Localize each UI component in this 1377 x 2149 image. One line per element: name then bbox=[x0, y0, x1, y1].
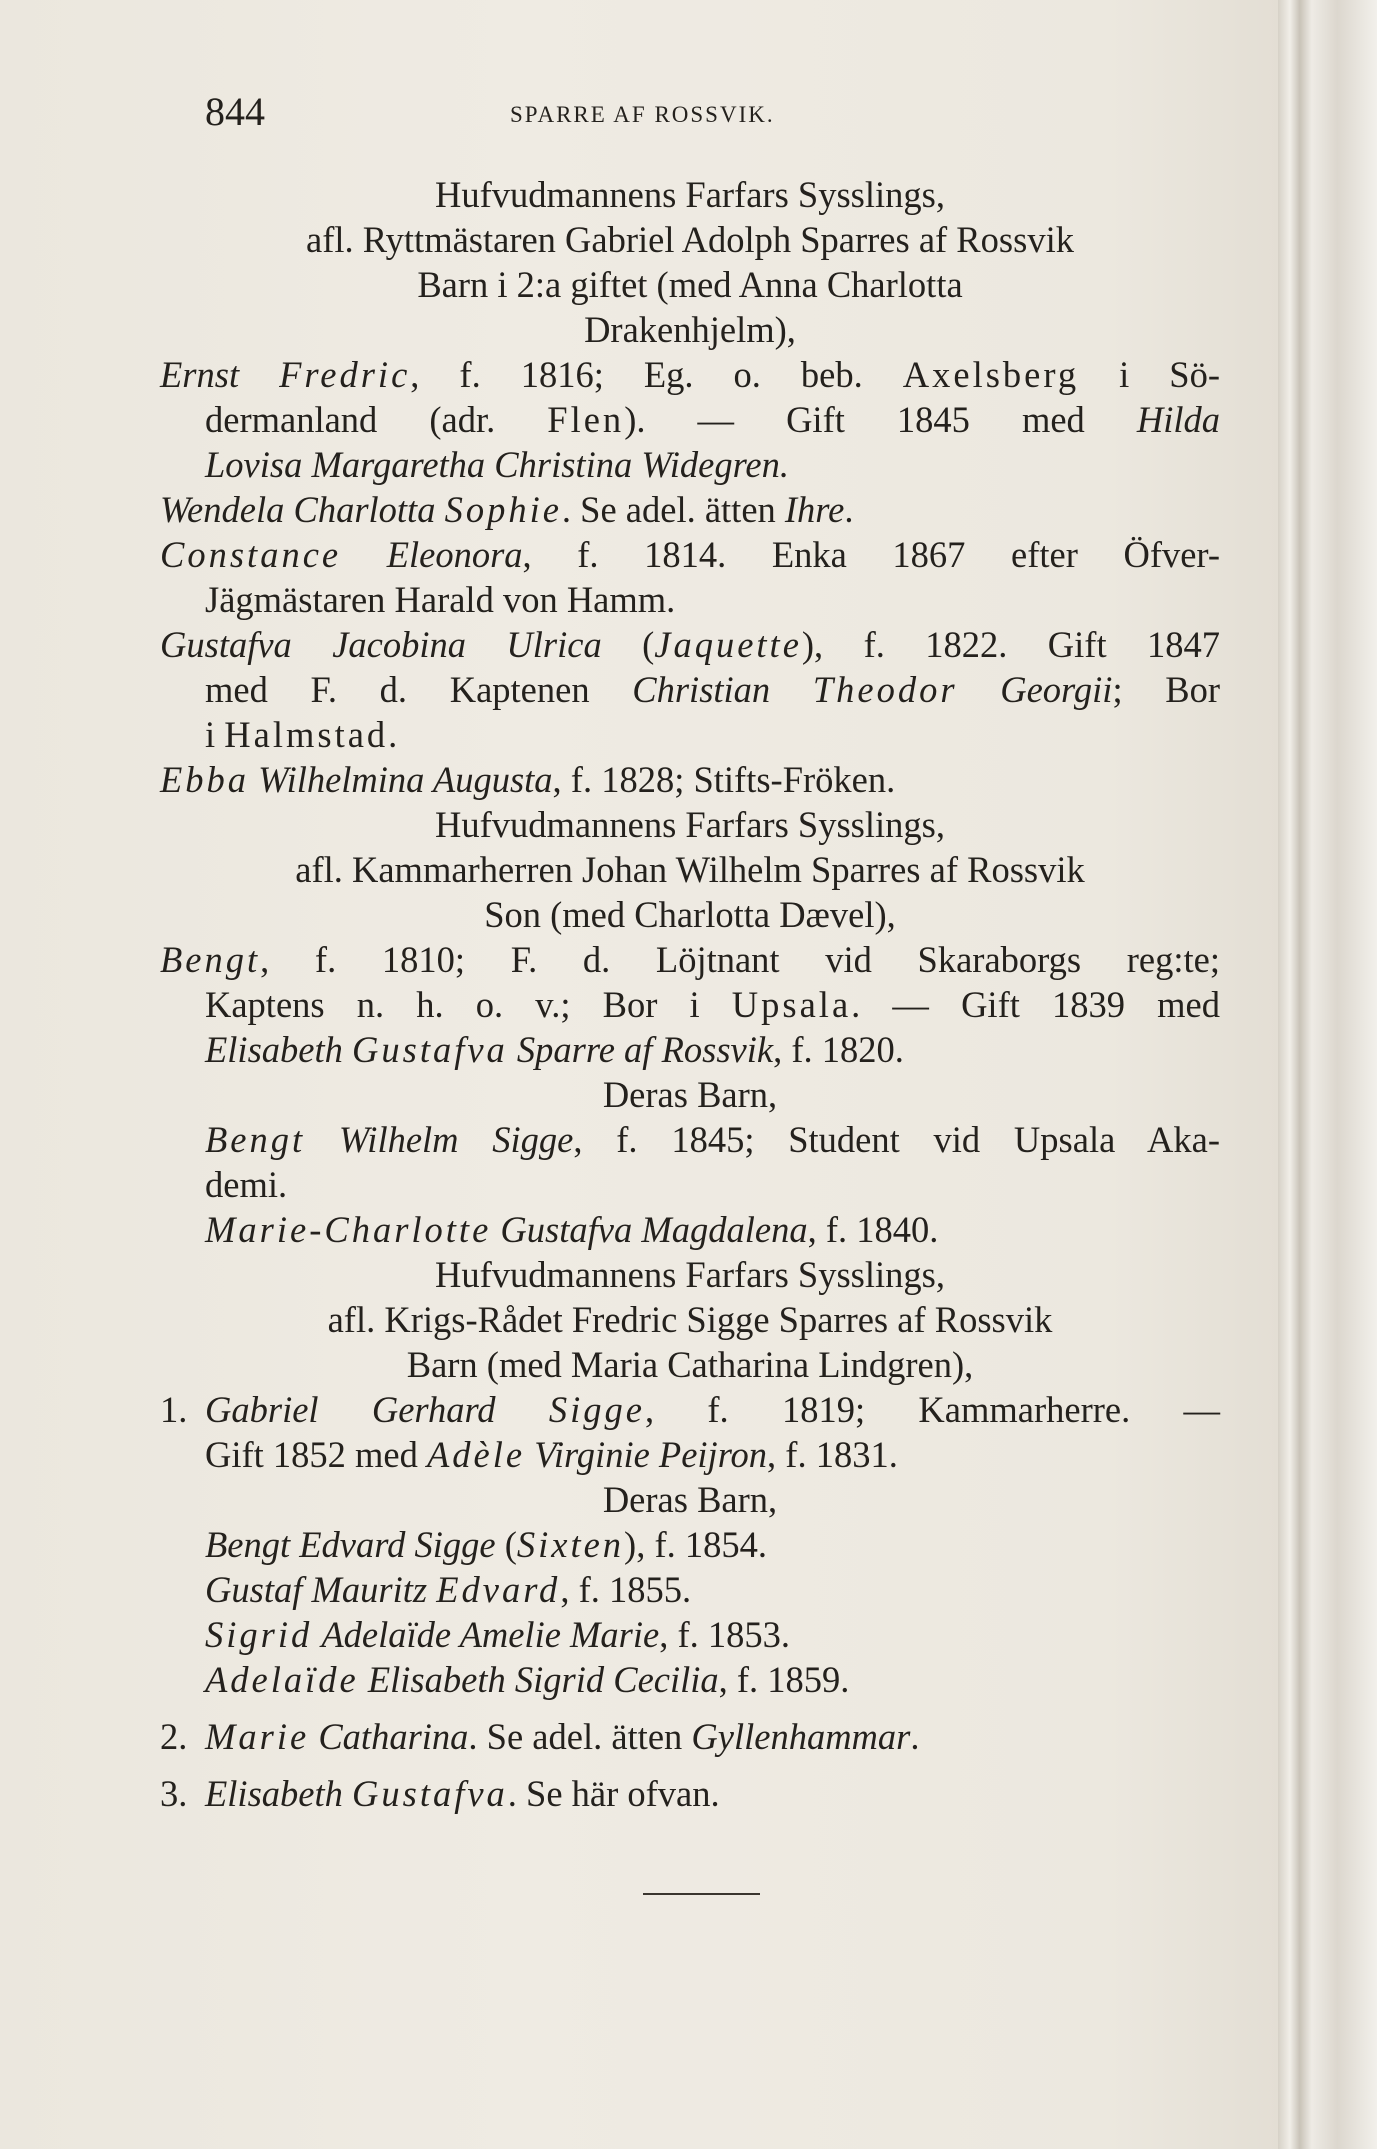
entry-marie-catharina: 2. Marie Catharina. Se adel. ätten Gyllenhammar. bbox=[160, 1716, 920, 1757]
entry-elisabeth: 3. Elisabeth Gustafva. Se här ofvan. bbox=[160, 1773, 720, 1814]
entry-gabriel: 1. Gabriel Gerhard Sigge, f. 1819; Kammarherre. — Gift 1852 med Adèle Virginie Peijron, f. 1831. bbox=[160, 1389, 1221, 1475]
section-heading: Hufvudmannens Farfars Sysslings, afl. Ryttmästaren Gabriel Adolph Sparres af Rossvik Barn i 2:a giftet (med Anna Charlotta Drakenhjelm), bbox=[306, 174, 1074, 350]
entry-constance: Constance Eleonora, f. 1814. Enka 1867 efter Öfver- Jägmästaren Harald von Hamm. bbox=[160, 534, 1221, 620]
entry-child-adelaide: Adelaïde Elisabeth Sigrid Cecilia, f. 1859. bbox=[205, 1659, 850, 1700]
children-heading: Deras Barn, bbox=[602, 1074, 778, 1115]
section-heading: Hufvudmannens Farfars Sysslings, afl. Krigs-Rådet Fredric Sigge Sparres af Rossvik Barn (med Maria Catharina Lindgren), bbox=[327, 1254, 1053, 1385]
entry-marie-charlotte: Marie-Charlotte Gustafva Magdalena, f. 1840. bbox=[205, 1209, 939, 1250]
page-body bbox=[160, 172, 1220, 1816]
section-heading: Hufvudmannens Farfars Sysslings, afl. Kammarherren Johan Wilhelm Sparres af Rossvik Son (med Charlotta Dævel), bbox=[295, 804, 1085, 935]
children-heading: Deras Barn, bbox=[602, 1479, 778, 1520]
entry-ebba: Ebba Wilhelmina Augusta, f. 1828; Stifts-Fröken. bbox=[160, 759, 896, 800]
running-title: SPARRE AF ROSSVIK. bbox=[510, 102, 775, 127]
page-number: 844 bbox=[205, 89, 265, 134]
page-header bbox=[205, 88, 1215, 138]
entry-child-sigrid: Sigrid Adelaïde Amelie Marie, f. 1853. bbox=[205, 1614, 791, 1655]
end-rule bbox=[643, 1893, 760, 1895]
entry-bengt-wilhelm: Bengt Wilhelm Sigge, f. 1845; Student vid Upsala Aka- demi. bbox=[205, 1119, 1220, 1205]
book-gutter bbox=[1278, 0, 1377, 2149]
entry-wendela: Wendela Charlotta Sophie. Se adel. ätten Ihre. bbox=[160, 489, 854, 530]
entry-gustafva: Gustafva Jacobina Ulrica (Jaquette), f. 1822. Gift 1847 med F. d. Kaptenen Christian Theodor Georgii; Bor i Halmstad. bbox=[160, 624, 1221, 755]
entry-child-bengt-edvard: Bengt Edvard Sigge (Sixten), f. 1854. bbox=[205, 1524, 767, 1565]
entry-bengt: Bengt, f. 1810; F. d. Löjtnant vid Skaraborgs reg:te; Kaptens n. h. o. v.; Bor i Upsala. — Gift 1839 med Elisabeth Gustafva Sparre af Rossvik, f. 1820. bbox=[160, 939, 1220, 1070]
entry-child-gustaf: Gustaf Mauritz Edvard, f. 1855. bbox=[205, 1569, 692, 1610]
entry-ernst: Ernst Fredric, f. 1816; Eg. o. beb. Axelsberg i Sö- dermanland (adr. Flen). — Gift 1845 med Hilda Lovisa Margaretha Christina Widegren. bbox=[160, 354, 1221, 485]
